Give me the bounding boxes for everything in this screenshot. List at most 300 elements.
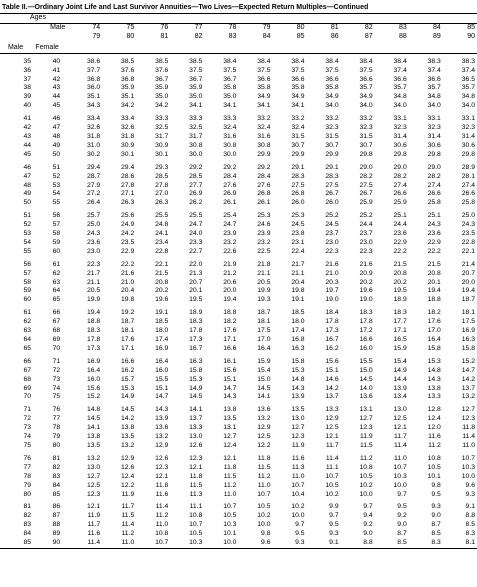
multiple-cell: 16.3 xyxy=(189,357,203,365)
multiple-cell: 11.6 xyxy=(428,433,441,441)
multiple-cell: 19.0 xyxy=(325,296,339,304)
multiple-cell: 25.0 xyxy=(461,212,475,220)
multiple-cell: 16.8 xyxy=(291,336,305,343)
multiple-cell: 10.7 xyxy=(136,539,170,548)
multiple-cell: 12.3 xyxy=(359,424,373,432)
multiple-cell: 21.7 xyxy=(291,260,305,268)
multiple-cell: 13.5 xyxy=(86,441,101,449)
multiple-cell: 13.4 xyxy=(393,393,407,401)
multiple-cell: 15.9 xyxy=(257,357,271,365)
multiple-cell: 34.2 xyxy=(121,102,135,110)
male-age-cell: 80 xyxy=(23,490,32,498)
multiple-cell: 10.1 xyxy=(223,530,237,538)
male-age-cell: 70 xyxy=(23,393,32,401)
multiple-cell: 13.8 xyxy=(223,406,237,414)
male-age-header: 74 xyxy=(92,23,101,31)
multiple-cell: 10.1 xyxy=(427,472,441,480)
multiple-cell: 23.0 xyxy=(86,247,101,255)
multiple-cell: 12.9 xyxy=(257,424,271,432)
multiple-cell: 33.1 xyxy=(461,115,475,123)
multiple-cell: 30.0 xyxy=(189,150,203,158)
multiple-cell: 36.7 xyxy=(189,75,203,83)
multiple-cell: 32.3 xyxy=(393,124,407,132)
multiple-cell: 24.2 xyxy=(121,230,135,238)
multiple-cell: 38.4 xyxy=(359,57,373,65)
multiple-cell: 31.5 xyxy=(359,132,373,140)
male-age-cell: 81 xyxy=(23,503,32,511)
multiple-cell: 27.5 xyxy=(325,181,339,189)
table-row xyxy=(0,115,477,124)
multiple-cell: 20.7 xyxy=(189,278,203,286)
multiple-cell: 27.8 xyxy=(121,181,135,189)
multiple-cell: 32.4 xyxy=(223,124,237,132)
multiple-cell: 32.5 xyxy=(155,124,169,132)
multiple-cell: 15.3 xyxy=(427,357,441,365)
ages-label: Ages xyxy=(0,14,68,23)
multiple-cell: 9.0 xyxy=(431,512,441,520)
multiple-cell: 21.8 xyxy=(257,260,271,268)
multiple-cell: 32.4 xyxy=(257,124,271,132)
multiple-cell: 17.6 xyxy=(427,318,441,326)
multiple-cell: 15.8 xyxy=(461,344,475,352)
multiple-cell: 27.6 xyxy=(257,181,271,189)
male-age-cell: 49 xyxy=(23,190,32,198)
multiple-cell: 19.5 xyxy=(189,296,203,304)
male-age-cell: 65 xyxy=(23,344,32,352)
table-row xyxy=(0,385,477,394)
multiple-cell: 17.7 xyxy=(393,318,407,326)
multiple-cell: 11.8 xyxy=(155,481,169,489)
multiple-cell: 11.2 xyxy=(257,472,271,480)
multiple-cell: 21.6 xyxy=(121,269,135,277)
multiple-cell: 11.5 xyxy=(257,463,271,471)
table-row xyxy=(0,424,477,433)
multiple-cell: 12.7 xyxy=(86,472,101,480)
multiple-cell: 33.3 xyxy=(189,115,203,123)
multiple-cell: 27.8 xyxy=(155,181,169,189)
multiple-cell: 26.0 xyxy=(325,199,339,207)
female-age-cell: 64 xyxy=(52,287,61,295)
multiple-cell: 17.3 xyxy=(325,327,339,335)
multiple-cell: 29.0 xyxy=(359,163,373,171)
multiple-cell: 17.6 xyxy=(223,327,237,335)
female-age-header: 89 xyxy=(433,32,441,40)
multiple-cell: 22.2 xyxy=(121,260,135,268)
multiple-cell: 10.7 xyxy=(325,472,339,480)
multiple-cell: 26.3 xyxy=(155,199,169,207)
multiple-cell: 13.9 xyxy=(155,415,169,423)
multiple-cell: 25.3 xyxy=(257,212,271,220)
multiple-cell: 12.1 xyxy=(393,424,407,432)
multiple-cell: 27.7 xyxy=(189,181,203,189)
female-age-cell: 54 xyxy=(52,190,61,198)
multiple-cell: 25.9 xyxy=(393,199,407,207)
female-age-cell: 77 xyxy=(52,415,61,423)
multiple-cell: 23.1 xyxy=(291,238,305,246)
multiple-cell: 8.5 xyxy=(375,539,409,548)
multiple-cell: 19.3 xyxy=(257,296,271,304)
multiple-cell: 29.4 xyxy=(86,163,101,171)
multiple-cell: 18.2 xyxy=(223,318,237,326)
male-age-cell: 56 xyxy=(23,260,32,268)
multiple-cell: 34.8 xyxy=(427,93,441,101)
table-row xyxy=(0,309,477,318)
multiple-cell: 38.3 xyxy=(427,57,441,65)
multiple-cell: 17.5 xyxy=(257,327,271,335)
multiple-cell: 36.6 xyxy=(257,75,271,83)
multiple-cell: 20.1 xyxy=(427,278,441,286)
multiple-cell: 14.5 xyxy=(86,415,101,423)
multiple-cell: 22.1 xyxy=(155,260,169,268)
multiple-cell: 14.7 xyxy=(223,384,237,392)
multiple-cell: 37.6 xyxy=(155,66,169,74)
multiple-cell: 22.9 xyxy=(121,247,135,255)
multiple-cell: 28.2 xyxy=(359,172,373,180)
multiple-cell: 37.4 xyxy=(427,66,441,74)
multiple-cell: 18.8 xyxy=(86,318,101,326)
multiple-cell: 19.2 xyxy=(121,309,135,317)
multiple-cell: 10.5 xyxy=(189,530,203,538)
multiple-cell: 22.9 xyxy=(393,238,407,246)
table-row xyxy=(0,464,477,473)
female-age-cell: 73 xyxy=(52,375,61,383)
multiple-cell: 17.0 xyxy=(257,336,271,343)
table-row xyxy=(0,345,477,354)
multiple-cell: 13.7 xyxy=(325,393,339,401)
multiple-cell: 9.6 xyxy=(465,481,475,489)
table-row xyxy=(0,287,477,296)
multiple-cell: 20.0 xyxy=(461,278,475,286)
multiple-cell: 34.0 xyxy=(393,102,407,110)
multiple-cell: 13.3 xyxy=(427,393,441,401)
multiple-cell: 27.5 xyxy=(359,181,373,189)
multiple-cell: 31.7 xyxy=(155,132,169,140)
multiple-cell: 22.3 xyxy=(359,247,373,255)
multiple-cell: 33.2 xyxy=(325,115,339,123)
multiple-cell: 34.1 xyxy=(291,102,305,110)
multiple-cell: 35.7 xyxy=(461,84,475,92)
multiple-cell: 9.7 xyxy=(363,503,373,511)
multiple-cell: 21.1 xyxy=(291,269,305,277)
multiple-cell: 18.7 xyxy=(257,309,271,317)
multiple-cell: 9.5 xyxy=(295,530,305,538)
multiple-cell: 21.5 xyxy=(155,269,169,277)
multiple-cell: 10.8 xyxy=(155,530,169,538)
male-age-cell: 60 xyxy=(23,296,32,304)
multiple-cell: 11.3 xyxy=(189,490,203,498)
multiple-cell: 35.7 xyxy=(359,84,373,92)
male-age-cell: 63 xyxy=(23,327,32,335)
multiple-cell: 29.2 xyxy=(223,163,237,171)
multiple-cell: 10.5 xyxy=(223,512,237,520)
multiple-cell: 12.7 xyxy=(359,415,373,423)
male-age-cell: 45 xyxy=(23,150,32,158)
multiple-cell: 26.4 xyxy=(86,199,101,207)
multiple-cell: 34.9 xyxy=(291,93,305,101)
female-age-header: 85 xyxy=(296,32,305,40)
multiple-cell: 11.2 xyxy=(155,512,169,520)
multiple-cell: 12.4 xyxy=(427,415,441,423)
multiple-cell: 27.0 xyxy=(155,190,169,198)
table-body xyxy=(0,53,477,548)
table-row xyxy=(0,521,477,530)
female-age-cell: 66 xyxy=(52,309,61,317)
multiple-cell: 15.2 xyxy=(461,357,475,365)
multiple-cell: 25.5 xyxy=(189,212,203,220)
multiple-cell: 18.3 xyxy=(393,309,407,317)
multiple-cell: 35.7 xyxy=(427,84,441,92)
multiple-cell: 23.8 xyxy=(291,230,305,238)
multiple-cell: 12.3 xyxy=(86,490,101,498)
table-row xyxy=(0,84,477,93)
table-row xyxy=(0,318,477,327)
male-age-cell: 36 xyxy=(23,66,32,74)
multiple-cell: 35.9 xyxy=(189,84,203,92)
multiple-cell: 22.4 xyxy=(291,247,305,255)
multiple-cell: 23.0 xyxy=(325,238,339,246)
multiple-cell: 11.0 xyxy=(223,490,237,498)
multiple-cell: 28.5 xyxy=(189,172,203,180)
multiple-cell: 25.9 xyxy=(359,199,373,207)
multiple-cell: 29.9 xyxy=(325,150,339,158)
multiple-cell: 25.7 xyxy=(86,212,101,220)
multiple-cell: 31.5 xyxy=(291,132,305,140)
multiple-cell: 23.4 xyxy=(155,238,169,246)
multiple-cell: 14.8 xyxy=(291,375,305,383)
male-age-cell: 57 xyxy=(23,269,32,277)
multiple-cell: 32.3 xyxy=(427,124,441,132)
multiple-cell: 28.9 xyxy=(461,163,475,171)
multiple-cell: 10.7 xyxy=(189,521,203,529)
table-row xyxy=(0,455,477,464)
multiple-cell: 11.3 xyxy=(291,463,305,471)
male-age-header: 84 xyxy=(433,23,441,31)
multiple-cell: 12.4 xyxy=(121,472,135,480)
multiple-cell: 33.1 xyxy=(427,115,441,123)
table-row xyxy=(0,164,477,173)
multiple-cell: 25.3 xyxy=(291,212,305,220)
multiple-cell: 10.2 xyxy=(257,512,271,520)
table-row xyxy=(0,102,477,111)
female-age-cell: 82 xyxy=(52,463,61,471)
multiple-cell: 36.8 xyxy=(121,75,135,83)
multiple-cell: 11.9 xyxy=(359,433,373,441)
multiple-cell: 25.4 xyxy=(223,212,237,220)
multiple-cell: 17.3 xyxy=(189,336,203,343)
multiple-cell: 11.6 xyxy=(87,530,101,538)
multiple-cell: 23.2 xyxy=(223,238,237,246)
multiple-cell: 26.7 xyxy=(325,190,339,198)
table-row xyxy=(0,76,477,85)
female-age-cell: 53 xyxy=(52,181,61,189)
multiple-cell: 13.7 xyxy=(461,384,475,392)
multiple-cell: 14.5 xyxy=(257,384,271,392)
multiple-cell: 15.8 xyxy=(291,357,305,365)
female-age-cell: 46 xyxy=(52,115,61,123)
multiple-cell: 9.5 xyxy=(431,490,441,498)
multiple-cell: 25.1 xyxy=(427,212,441,220)
male-age-cell: 58 xyxy=(23,278,32,286)
multiple-cell: 12.6 xyxy=(155,454,169,462)
multiple-cell: 20.0 xyxy=(223,287,237,295)
multiple-cell: 36.8 xyxy=(86,75,101,83)
multiple-cell: 16.5 xyxy=(393,336,407,343)
multiple-cell: 34.9 xyxy=(359,93,373,101)
multiple-cell: 34.0 xyxy=(427,102,441,110)
multiple-cell: 12.3 xyxy=(155,463,169,471)
multiple-cell: 11.8 xyxy=(223,463,237,471)
multiple-cell: 27.1 xyxy=(121,190,135,198)
multiple-cell: 12.7 xyxy=(223,433,237,441)
table-row xyxy=(0,473,477,482)
multiple-cell: 11.7 xyxy=(394,433,407,441)
multiple-cell: 18.5 xyxy=(291,309,305,317)
multiple-cell: 37.4 xyxy=(461,66,475,74)
multiple-cell: 20.4 xyxy=(121,287,135,295)
multiple-cell: 24.7 xyxy=(189,221,203,229)
female-age-cell: 81 xyxy=(52,454,61,462)
multiple-cell: 13.0 xyxy=(393,406,407,414)
multiple-cell: 29.0 xyxy=(393,163,407,171)
multiple-cell: 9.2 xyxy=(363,521,373,529)
multiple-cell: 35.9 xyxy=(121,84,135,92)
multiple-cell: 30.6 xyxy=(427,141,441,149)
table-row xyxy=(0,221,477,230)
multiple-cell: 18.0 xyxy=(155,327,169,335)
multiple-cell: 21.4 xyxy=(461,260,475,268)
multiple-cell: 36.5 xyxy=(461,75,475,83)
multiple-cell: 32.3 xyxy=(461,124,475,132)
multiple-cell: 34.9 xyxy=(325,93,339,101)
female-age-cell: 42 xyxy=(52,75,61,83)
multiple-cell: 17.3 xyxy=(86,344,101,352)
male-age-cell: 84 xyxy=(23,530,32,538)
multiple-cell: 10.0 xyxy=(359,490,373,498)
multiple-cell: 23.7 xyxy=(359,230,373,238)
female-age-header: 79 xyxy=(92,32,101,40)
female-age-header: 86 xyxy=(330,32,339,40)
female-age-cell: 63 xyxy=(52,278,61,286)
multiple-cell: 11.1 xyxy=(325,463,339,471)
female-age-cell: 67 xyxy=(52,318,61,326)
table-row xyxy=(0,67,477,76)
multiple-cell: 19.0 xyxy=(359,296,373,304)
multiple-cell: 22.5 xyxy=(257,247,271,255)
multiple-cell: 10.7 xyxy=(461,454,475,462)
multiple-cell: 33.3 xyxy=(155,115,169,123)
multiple-cell: 24.5 xyxy=(325,221,339,229)
female-age-cell: 44 xyxy=(52,93,61,101)
multiple-cell: 20.9 xyxy=(359,269,373,277)
multiple-cell: 14.2 xyxy=(121,415,135,423)
multiple-cell: 29.8 xyxy=(393,150,407,158)
multiple-cell: 9.1 xyxy=(307,539,341,548)
multiple-cell: 15.4 xyxy=(393,357,407,365)
multiple-cell: 19.5 xyxy=(393,287,407,295)
multiple-cell: 14.0 xyxy=(359,384,373,392)
multiple-cell: 27.6 xyxy=(223,181,237,189)
multiple-cell: 13.1 xyxy=(223,424,237,432)
multiple-cell: 12.7 xyxy=(461,406,475,414)
female-age-cell: 68 xyxy=(52,327,61,335)
multiple-cell: 22.8 xyxy=(461,238,475,246)
multiple-cell: 17.2 xyxy=(359,327,373,335)
multiple-cell: 9.3 xyxy=(431,503,441,511)
multiple-cell: 23.3 xyxy=(189,238,203,246)
male-age-cell: 51 xyxy=(23,212,32,220)
multiple-cell: 15.8 xyxy=(427,344,441,352)
male-age-header: 75 xyxy=(126,23,135,31)
table-row xyxy=(0,442,477,451)
multiple-cell: 9.6 xyxy=(238,539,272,548)
multiple-cell: 26.7 xyxy=(359,190,373,198)
multiple-cell: 17.4 xyxy=(291,327,305,335)
table-row xyxy=(0,124,477,133)
multiple-cell: 13.3 xyxy=(325,406,339,414)
multiple-cell: 18.2 xyxy=(427,309,441,317)
multiple-cell: 14.2 xyxy=(325,384,339,392)
table-row xyxy=(0,151,477,160)
female-age-header: 90 xyxy=(467,32,475,40)
multiple-cell: 28.3 xyxy=(291,172,305,180)
multiple-cell: 10.8 xyxy=(359,463,373,471)
multiple-cell: 19.1 xyxy=(155,309,169,317)
female-age-header: 84 xyxy=(262,32,271,40)
multiple-cell: 8.7 xyxy=(431,521,441,529)
multiple-cell: 28.7 xyxy=(86,172,101,180)
multiple-cell: 15.3 xyxy=(291,366,305,374)
multiple-cell: 22.1 xyxy=(461,247,475,255)
table-header xyxy=(0,14,477,53)
multiple-cell: 13.2 xyxy=(461,393,475,401)
multiple-cell: 28.4 xyxy=(257,172,271,180)
multiple-cell: 21.0 xyxy=(325,269,339,277)
male-age-cell: 54 xyxy=(23,238,32,246)
multiple-cell: 9.7 xyxy=(295,521,305,529)
multiple-cell: 11.6 xyxy=(291,454,305,462)
male-age-header: 78 xyxy=(228,23,237,31)
multiple-cell: 12.2 xyxy=(121,481,135,489)
multiple-cell: 9.5 xyxy=(397,503,407,511)
multiple-cell: 12.4 xyxy=(223,441,237,449)
female-age-cell: 83 xyxy=(52,472,61,480)
multiple-cell: 22.6 xyxy=(223,247,237,255)
multiple-cell: 12.6 xyxy=(189,441,203,449)
multiple-cell: 17.6 xyxy=(121,336,135,343)
multiple-cell: 35.0 xyxy=(223,93,237,101)
female-age-cell: 75 xyxy=(52,393,61,401)
multiple-cell: 11.8 xyxy=(462,424,475,432)
multiple-cell: 10.8 xyxy=(427,454,441,462)
multiple-cell: 13.3 xyxy=(189,424,203,432)
table-row xyxy=(0,503,477,512)
multiple-cell: 35.8 xyxy=(325,84,339,92)
multiple-cell: 36.6 xyxy=(325,75,339,83)
male-age-cell: 76 xyxy=(23,454,32,462)
multiple-cell: 18.7 xyxy=(461,296,475,304)
male-age-cell: 52 xyxy=(23,221,32,229)
multiple-cell: 16.4 xyxy=(86,366,101,374)
multiple-cell: 10.3 xyxy=(461,463,475,471)
multiple-cell: 12.5 xyxy=(325,424,339,432)
multiple-cell: 19.6 xyxy=(359,287,373,295)
multiple-cell: 20.5 xyxy=(86,287,101,295)
male-age-cell: 73 xyxy=(23,424,32,432)
multiple-cell: 9.8 xyxy=(431,481,441,489)
multiple-cell: 26.2 xyxy=(189,199,203,207)
multiple-cell: 10.0 xyxy=(393,481,407,489)
multiple-cell: 31.0 xyxy=(86,141,101,149)
